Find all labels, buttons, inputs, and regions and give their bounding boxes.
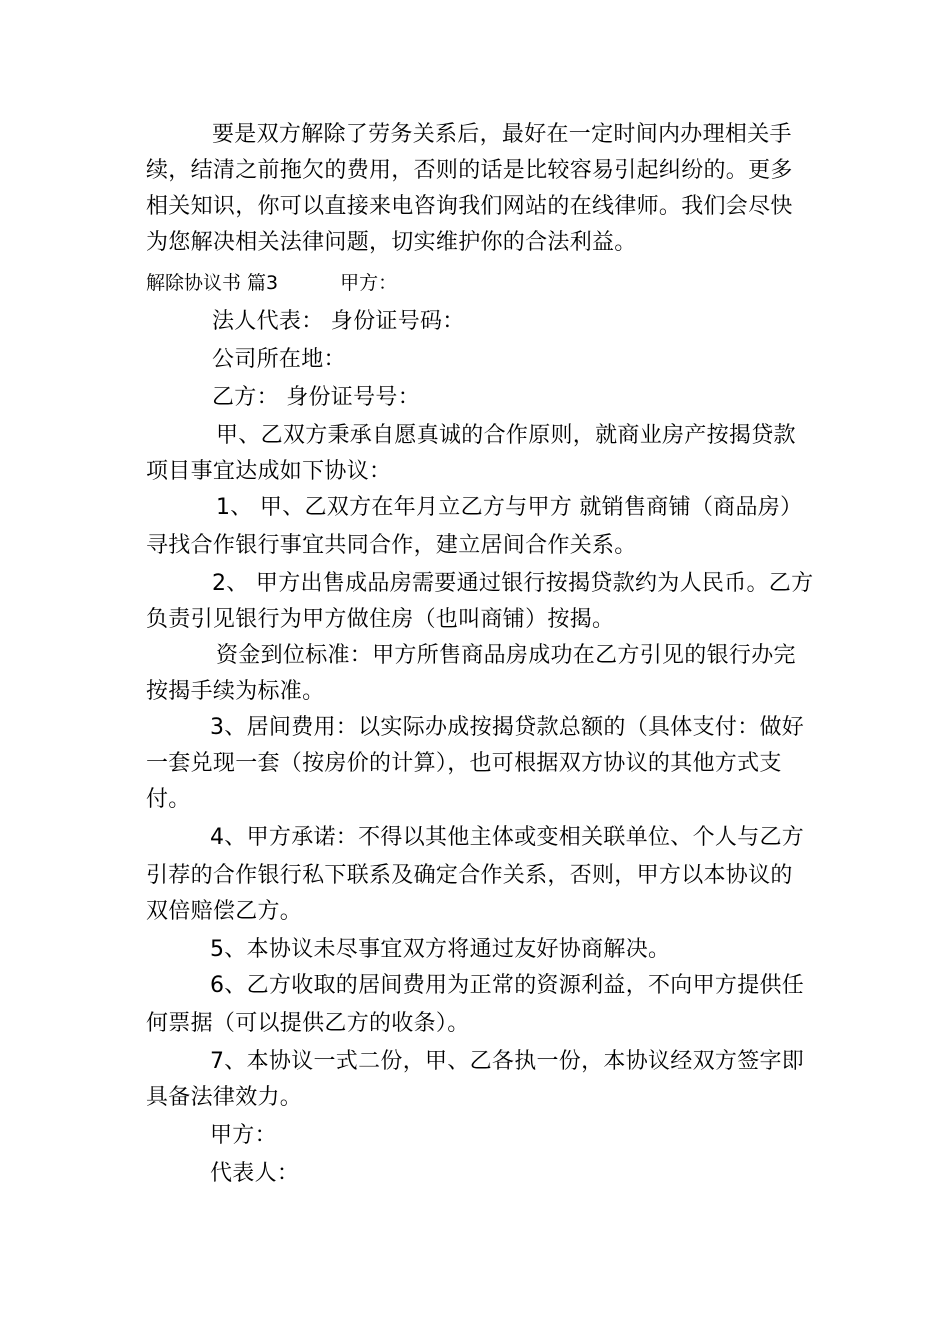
clause-2-line: 负责引见银行为甲方做住房（也叫商铺）按揭。 [146,607,615,632]
paragraph-line: 相关知识，你可以直接来电咨询我们网站的在线律师。我们会尽快 [146,194,793,219]
clause-1-line: 1、 甲、乙双方在年月立乙方与甲方 就销售商铺（商品房） [216,495,803,520]
legal-representative-line: 法人代表： 身份证号码： [212,309,465,334]
signature-party-a: 甲方： [210,1123,277,1148]
paragraph-line: 要是双方解除了劳务关系后，最好在一定时间内办理相关手 [212,122,792,147]
funding-standard-line: 资金到位标准：甲方所售商品房成功在乙方引见的银行办完 [216,643,796,668]
section-party-a-label: 甲方： [340,272,398,294]
clause-3-line: 3、居间费用：以实际办成按揭贷款总额的（具体支付：做好 [210,715,805,740]
intro-line: 甲、乙双方秉承自愿真诚的合作原则，就商业房产按揭贷款 [216,423,796,448]
clause-7-line: 7、本协议一式二份，甲、乙各执一份，本协议经双方签字即 [210,1049,805,1074]
clause-4-line: 引荐的合作银行私下联系及确定合作关系，否则，甲方以本协议的 [146,863,793,888]
clause-2-line: 2、 甲方出售成品房需要通过银行按揭贷款约为人民币。乙方 [212,571,814,596]
paragraph-line: 为您解决相关法律问题，切实维护你的合法利益。 [146,230,637,255]
party-b-line: 乙方： 身份证号号： [212,385,420,410]
clause-3-line: 付。 [146,787,191,812]
clause-1-line: 寻找合作银行事宜共同合作，建立居间合作关系。 [146,533,637,558]
section-heading [146,268,397,298]
funding-standard-line: 按揭手续为标准。 [146,679,325,704]
clause-3-line: 一套兑现一套（按房价的计算），也可根据双方协议的其他方式支 [146,751,782,776]
company-address-line: 公司所在地： [212,347,346,372]
signature-representative: 代表人： [210,1161,300,1186]
paragraph-line: 续，结清之前拖欠的费用，否则的话是比较容易引起纠纷的。更多 [146,158,793,183]
intro-line: 项目事宜达成如下协议： [146,459,392,484]
clause-4-line: 4、甲方承诺：不得以其他主体或变相关联单位、个人与乙方 [210,825,805,850]
section-title: 解除协议书 篇3 [146,272,279,294]
clause-7-line: 具备法律效力。 [146,1085,303,1110]
clause-5-line: 5、本协议未尽事宜双方将通过友好协商解决。 [210,937,671,962]
clause-6-line: 6、乙方收取的居间费用为正常的资源利益，不向甲方提供任 [210,973,805,998]
clause-4-line: 双倍赔偿乙方。 [146,899,303,924]
clause-6-line: 何票据（可以提供乙方的收条）。 [146,1011,470,1036]
